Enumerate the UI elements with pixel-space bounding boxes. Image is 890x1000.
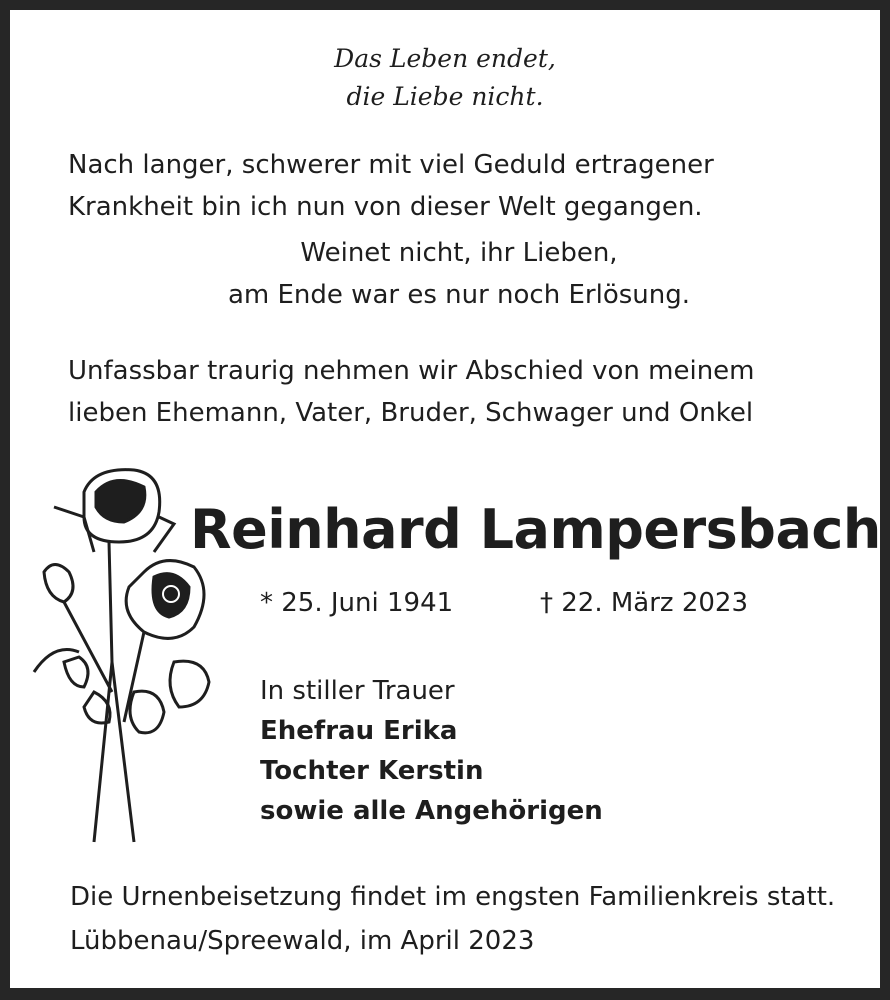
place-date: Lübbenau/Spreewald, im April 2023	[70, 926, 535, 956]
motto-line-1: Das Leben endet,	[334, 44, 556, 73]
motto-line-2: die Liebe nicht.	[346, 82, 544, 111]
intro-line-2: Krankheit bin ich nun von dieser Welt gegangen.	[68, 192, 703, 222]
rose-bouquet-icon	[24, 462, 214, 852]
announcement-line-2: lieben Ehemann, Vater, Bruder, Schwager und Onkel	[68, 398, 754, 428]
verse-line-2: am Ende war es nur noch Erlösung.	[227, 280, 690, 310]
intro-line-1: Nach langer, schwerer mit viel Geduld ertragener	[68, 150, 714, 180]
mourner-3: sowie alle Angehörigen	[260, 796, 603, 826]
birth-date: * 25. Juni 1941	[260, 588, 454, 618]
funeral-info: Die Urnenbeisetzung findet im engsten Familienkreis statt.	[70, 882, 836, 912]
mourner-2: Tochter Kerstin	[260, 756, 484, 786]
death-date: † 22. März 2023	[540, 588, 749, 618]
deceased-name: Reinhard Lampersbach	[190, 498, 881, 561]
announcement-line-1: Unfassbar traurig nehmen wir Abschied von meinem	[68, 356, 755, 386]
mourners-intro: In stiller Trauer	[260, 676, 455, 706]
obituary-notice	[10, 10, 880, 988]
mourner-1: Ehefrau Erika	[260, 716, 458, 746]
verse-line-1: Weinet nicht, ihr Lieben,	[300, 238, 618, 268]
